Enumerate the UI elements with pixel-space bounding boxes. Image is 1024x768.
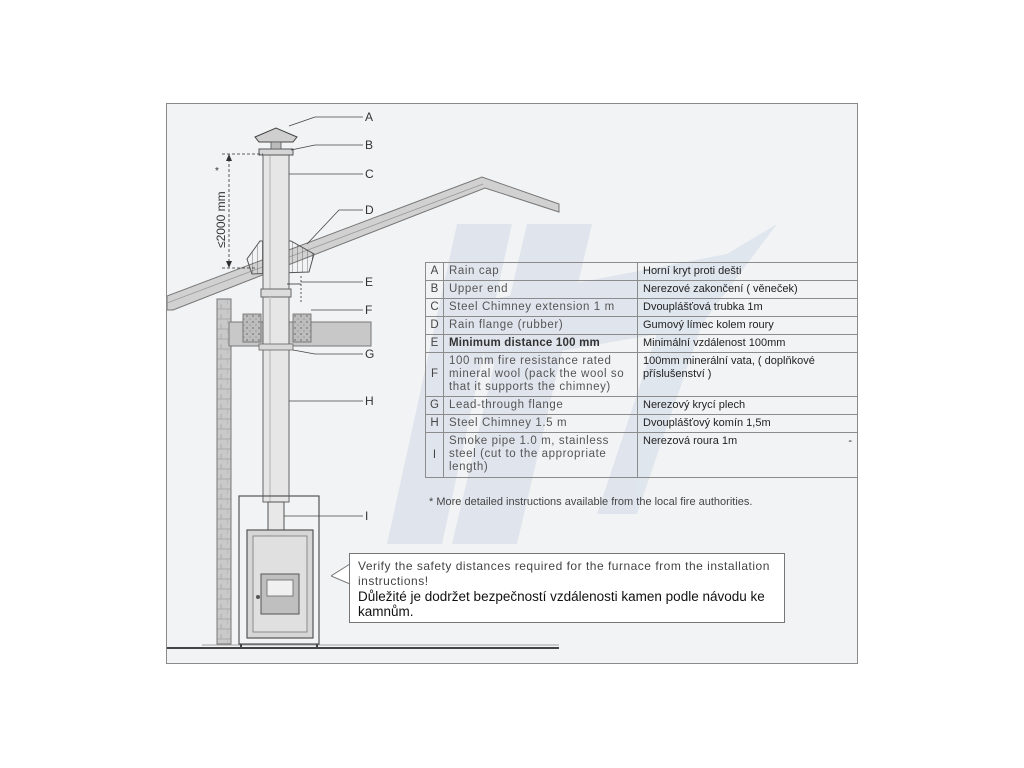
chimney-extension xyxy=(263,154,289,289)
mineral-wool-left xyxy=(243,314,261,342)
table-row xyxy=(426,415,858,433)
callout-e: E xyxy=(365,275,374,289)
smoke-pipe xyxy=(268,502,284,530)
table-row xyxy=(426,281,858,299)
rain-cap xyxy=(255,128,297,142)
row-key: I xyxy=(426,433,444,478)
row-key: C xyxy=(426,299,444,317)
footnote: * More detailed instructions available from the local fire authorities. xyxy=(429,496,753,508)
row-key: A xyxy=(426,263,444,281)
row-czech: Dvouplášťová trubka 1m xyxy=(638,299,858,317)
safety-notice xyxy=(349,553,785,623)
row-extra-mark: - xyxy=(848,435,852,447)
dimension-label: ≤2000 mm xyxy=(214,191,228,248)
row-english: 100 mm fire resistance rated mineral wool (pack the wool so that it supports the chimney) xyxy=(444,353,638,397)
upper-end xyxy=(259,149,293,155)
row-english: Upper end xyxy=(444,281,638,299)
row-czech: Dvouplášťový komín 1,5m xyxy=(638,415,858,433)
table-row xyxy=(426,299,858,317)
row-english: Rain flange (rubber) xyxy=(444,317,638,335)
row-czech: Minimální vzdálenost 100mm xyxy=(638,335,858,353)
notice-czech: Důležité je dodržet bezpečností vzdálenosti kamen podle návodu ke kamnům. xyxy=(358,589,765,619)
table-row xyxy=(426,397,858,415)
row-english: Steel Chimney extension 1 m xyxy=(444,299,638,317)
table-row xyxy=(426,263,858,281)
row-czech: Nerezové zakončení ( věneček) xyxy=(638,281,858,299)
row-czech-text: Nerezová roura 1m xyxy=(643,435,738,447)
callout-c: C xyxy=(365,167,374,181)
row-english: Smoke pipe 1.0 m, stainless steel (cut to the appropriate length) xyxy=(444,433,638,478)
parts-table xyxy=(425,262,858,478)
callout-g: G xyxy=(365,347,375,361)
callout-b: B xyxy=(365,138,374,152)
callout-h: H xyxy=(365,394,374,408)
row-czech: Horní kryt proti dešti xyxy=(638,263,858,281)
row-key: H xyxy=(426,415,444,433)
row-czech: Gumový límec kolem roury xyxy=(638,317,858,335)
row-english: Minimum distance 100 mm xyxy=(444,335,638,353)
chimney-pipe xyxy=(263,297,289,502)
table-row xyxy=(426,335,858,353)
callout-d: D xyxy=(365,203,374,217)
row-czech: 100mm minerální vata, ( doplňkové příslušenství ) xyxy=(638,353,858,397)
table-row xyxy=(426,353,858,397)
notice-english: Verify the safety distances required for the furnace from the installation instructions! xyxy=(358,559,770,588)
row-czech xyxy=(638,433,858,478)
table-row xyxy=(426,433,858,478)
row-english: Lead-through flange xyxy=(444,397,638,415)
diagram-frame xyxy=(166,103,858,664)
row-czech: Nerezový krycí plech xyxy=(638,397,858,415)
row-key: D xyxy=(426,317,444,335)
mineral-wool-right xyxy=(293,314,311,342)
notice-pointer xyxy=(331,564,351,586)
table-row xyxy=(426,317,858,335)
callout-a: A xyxy=(365,110,374,124)
callout-i: I xyxy=(365,509,369,523)
row-english: Steel Chimney 1.5 m xyxy=(444,415,638,433)
row-key: F xyxy=(426,353,444,397)
house-wall xyxy=(217,299,231,644)
row-key: B xyxy=(426,281,444,299)
dimension-note-mark: * xyxy=(215,166,219,177)
row-key: G xyxy=(426,397,444,415)
row-english: Rain cap xyxy=(444,263,638,281)
row-key: E xyxy=(426,335,444,353)
callout-f: F xyxy=(365,303,373,317)
